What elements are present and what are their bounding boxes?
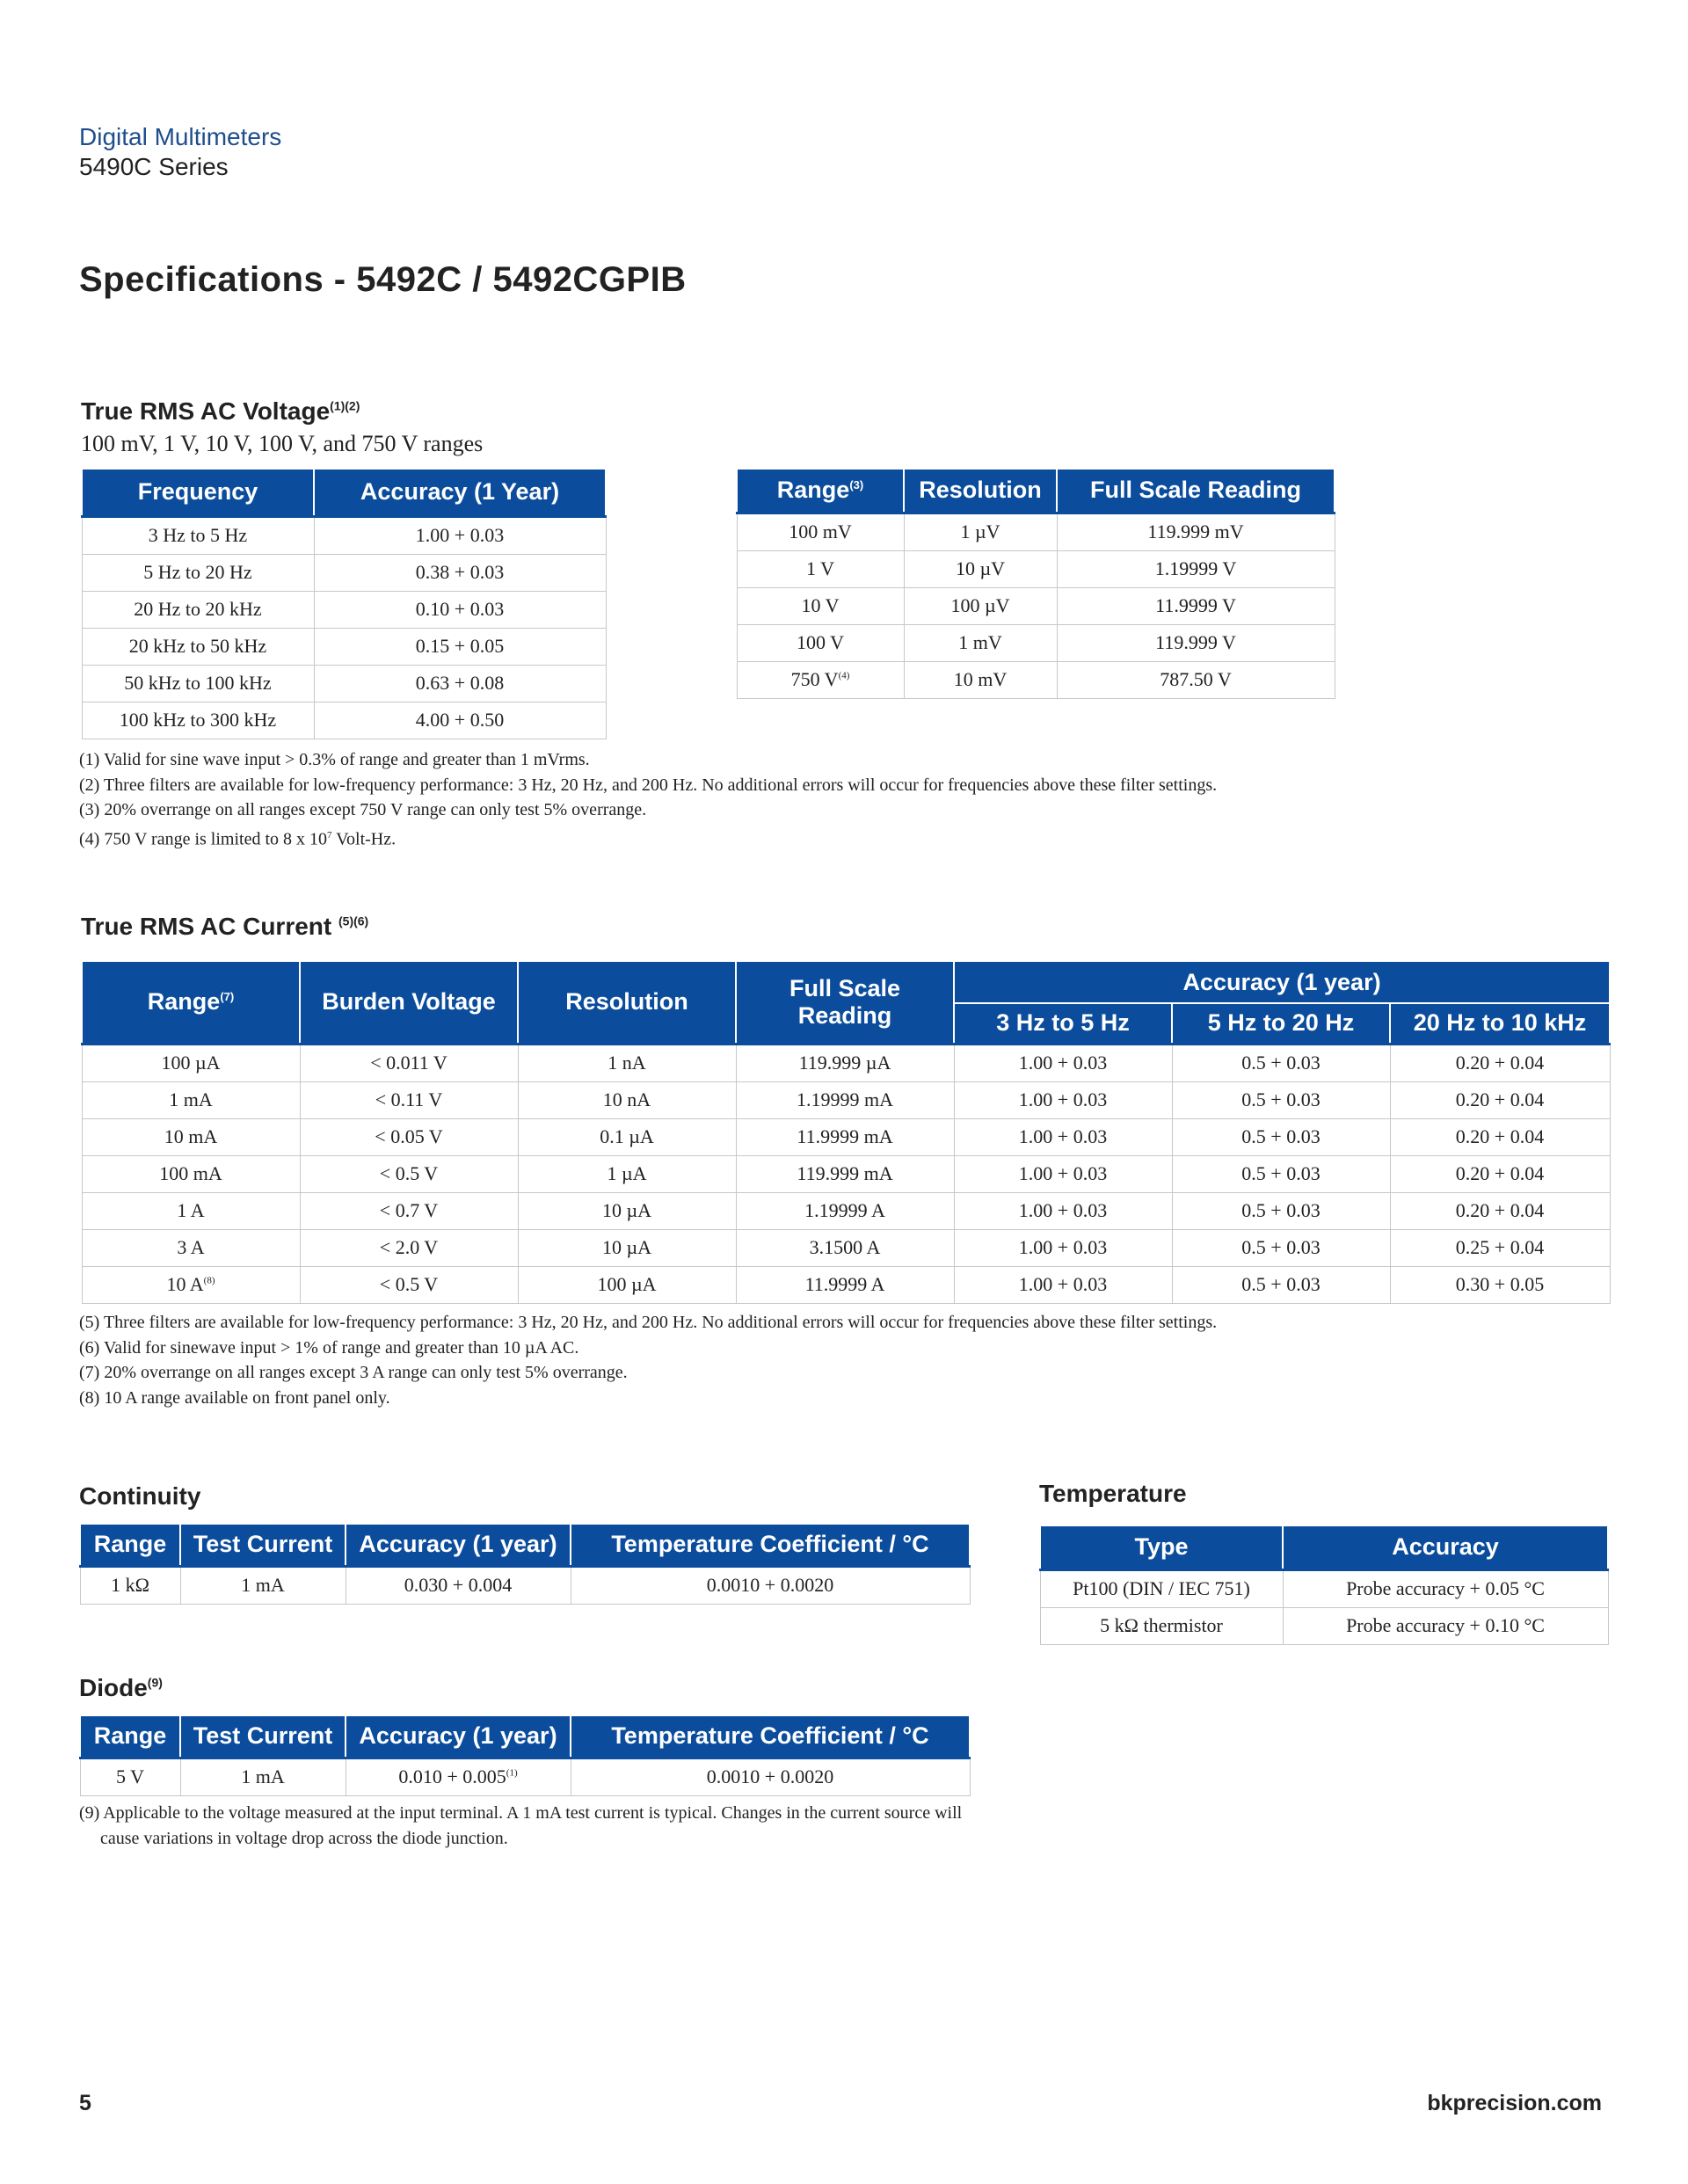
table-cell: 0.20 + 0.04 bbox=[1390, 1081, 1610, 1118]
table-row bbox=[82, 554, 606, 591]
freq-col-header: Frequency bbox=[82, 469, 314, 516]
table-row bbox=[737, 587, 1335, 624]
range-col-header: Range$^{(7)}$ bbox=[82, 961, 300, 1044]
table-row bbox=[82, 1192, 1610, 1229]
table-row bbox=[737, 550, 1335, 587]
table-cell: 0.5 + 0.03 bbox=[1172, 1118, 1390, 1155]
table-cell: 1 µA bbox=[518, 1155, 736, 1192]
table-cell: 1 mA bbox=[82, 1081, 300, 1118]
table-cell: < 0.011 V bbox=[300, 1044, 518, 1081]
table-cell: 11.9999 V bbox=[1057, 587, 1335, 624]
table-cell: 0.30 + 0.05 bbox=[1390, 1266, 1610, 1303]
table-row bbox=[82, 516, 606, 554]
table-cell: 1 mA bbox=[180, 1758, 346, 1795]
table-cell: 100 µA bbox=[518, 1266, 736, 1303]
table-cell: 100 V bbox=[737, 624, 904, 661]
table-cell: 1.00 + 0.03 bbox=[954, 1118, 1172, 1155]
table-cell: 787.50 V bbox=[1057, 661, 1335, 698]
accuracy-col-header: Accuracy (1 year) bbox=[346, 1524, 571, 1566]
table-cell: 1.00 + 0.03 bbox=[954, 1044, 1172, 1081]
document-model-label: 5490C Series bbox=[79, 153, 229, 180]
continuity-title: Continuity bbox=[79, 1482, 201, 1510]
table-cell: 10 mA bbox=[82, 1118, 300, 1155]
table-cell: 0.20 + 0.04 bbox=[1390, 1044, 1610, 1081]
accuracy-col-header: Accuracy bbox=[1283, 1525, 1608, 1569]
accuracy-group-header: Accuracy (1 year) bbox=[954, 961, 1610, 1003]
table-cell: 100 µV bbox=[904, 587, 1057, 624]
ac-voltage-subtitle: 100 mV, 1 V, 10 V, 100 V, and 750 V ranges bbox=[81, 431, 484, 456]
table-cell: 1.00 + 0.03 bbox=[954, 1081, 1172, 1118]
table-cell: 3.1500 A bbox=[736, 1229, 954, 1266]
temperature-table bbox=[1039, 1525, 1609, 1645]
table-cell: 1 µV bbox=[904, 513, 1057, 550]
table-cell: < 0.5 V bbox=[300, 1266, 518, 1303]
table-cell: 1.00 + 0.03 bbox=[314, 516, 606, 554]
ac-current-notes bbox=[79, 1310, 1217, 1410]
table-cell: 0.25 + 0.04 bbox=[1390, 1229, 1610, 1266]
table-cell: 119.999 mA bbox=[736, 1155, 954, 1192]
footnote: (1) Valid for sine wave input > 0.3% of range and greater than 1 mVrms. bbox=[79, 750, 590, 769]
ac-voltage-range-table bbox=[736, 468, 1335, 699]
table-cell: 0.0010 + 0.0020 bbox=[571, 1566, 970, 1604]
table-cell: < 0.5 V bbox=[300, 1155, 518, 1192]
temperature-title: Temperature bbox=[1039, 1480, 1187, 1507]
ac-current-table bbox=[81, 960, 1611, 1304]
continuity-table bbox=[79, 1523, 971, 1605]
table-row bbox=[737, 624, 1335, 661]
table-cell: 1.19999 A bbox=[736, 1192, 954, 1229]
table-row bbox=[737, 513, 1335, 550]
table-cell: 1 mV bbox=[904, 624, 1057, 661]
test-current-col-header: Test Current bbox=[180, 1715, 346, 1758]
table-cell: 100 mV bbox=[737, 513, 904, 550]
table-cell: $0.010 + 0.005^{(1)}$ bbox=[346, 1758, 571, 1795]
footnote: (6) Valid for sinewave input > 1% of range and greater than 10 µA AC. bbox=[79, 1337, 579, 1358]
table-row bbox=[82, 1044, 1610, 1081]
table-row bbox=[82, 628, 606, 665]
table-row bbox=[1040, 1569, 1608, 1607]
resolution-col-header: Resolution bbox=[904, 469, 1057, 513]
footnote: cause variations in voltage drop across the diode junction. bbox=[100, 1828, 508, 1848]
table-cell: 0.20 + 0.04 bbox=[1390, 1155, 1610, 1192]
range-col-header: Range bbox=[80, 1715, 180, 1758]
page-number: 5 bbox=[79, 2091, 91, 2115]
table-row bbox=[82, 702, 606, 739]
table-cell: 0.5 + 0.03 bbox=[1172, 1192, 1390, 1229]
table-cell: 0.030 + 0.004 bbox=[346, 1566, 571, 1604]
tempco-col-header: Temperature Coefficient / °C bbox=[571, 1715, 970, 1758]
footnote: (3) 20% overrange on all ranges except 750 V range can only test 5% overrange. bbox=[79, 800, 647, 819]
table-cell: 20 kHz to 50 kHz bbox=[82, 628, 314, 665]
diode-table bbox=[79, 1714, 971, 1796]
table-cell: 100 mA bbox=[82, 1155, 300, 1192]
band-col-header: 5 Hz to 20 Hz bbox=[1172, 1003, 1390, 1044]
accuracy-col-header: Accuracy (1 Year) bbox=[314, 469, 606, 516]
table-cell: 10 nA bbox=[518, 1081, 736, 1118]
test-current-col-header: Test Current bbox=[180, 1524, 346, 1566]
table-cell: 1.00 + 0.03 bbox=[954, 1155, 1172, 1192]
table-cell: Probe accuracy + 0.10 °C bbox=[1283, 1607, 1608, 1644]
table-cell: 1 nA bbox=[518, 1044, 736, 1081]
table-cell: 1 kΩ bbox=[80, 1566, 180, 1604]
table-row bbox=[82, 591, 606, 628]
table-cell: 119.999 µA bbox=[736, 1044, 954, 1081]
footnote: (5) Three filters are available for low-frequency performance: 3 Hz, 20 Hz, and 200 Hz. No additional errors will occur for frequencies above these filter settings. bbox=[79, 1313, 1218, 1332]
table-row bbox=[1040, 1607, 1608, 1644]
table-row bbox=[82, 1229, 1610, 1266]
table-cell: 0.5 + 0.03 bbox=[1172, 1155, 1390, 1192]
table-cell: 1.00 + 0.03 bbox=[954, 1266, 1172, 1303]
ac-voltage-notes bbox=[79, 747, 1217, 852]
table-cell: 1 mA bbox=[180, 1566, 346, 1604]
footnote: (8) 10 A range available on front panel only. bbox=[79, 1387, 390, 1408]
website-url: bkprecision.com bbox=[1427, 2091, 1602, 2115]
table-cell: 0.5 + 0.03 bbox=[1172, 1266, 1390, 1303]
footnote: (7) 20% overrange on all ranges except 3 A range can only test 5% overrange. bbox=[79, 1363, 628, 1382]
table-cell: 1.00 + 0.03 bbox=[954, 1229, 1172, 1266]
table-cell: 10 V bbox=[737, 587, 904, 624]
table-cell: 5 Hz to 20 Hz bbox=[82, 554, 314, 591]
table-cell: 0.20 + 0.04 bbox=[1390, 1118, 1610, 1155]
table-cell: 750 $V^{(4)}$ bbox=[737, 661, 904, 698]
table-cell: 5 kΩ thermistor bbox=[1040, 1607, 1283, 1644]
table-cell: 3 A bbox=[82, 1229, 300, 1266]
table-cell: 100 kHz to 300 kHz bbox=[82, 702, 314, 739]
table-cell: 11.9999 A bbox=[736, 1266, 954, 1303]
table-cell: 0.5 + 0.03 bbox=[1172, 1229, 1390, 1266]
table-row bbox=[737, 661, 1335, 698]
ac-voltage-title: True RMS AC Voltage$^{(1)(2)}$ bbox=[81, 397, 360, 425]
ac-current-title: True RMS AC Current $^{(5)(6)}$ bbox=[81, 913, 369, 940]
band-col-header: 20 Hz to 10 kHz bbox=[1390, 1003, 1610, 1044]
table-row bbox=[82, 1081, 1610, 1118]
page-title: Specifications - 5492C / 5492CGPIB bbox=[79, 260, 687, 299]
table-cell: 0.38 + 0.03 bbox=[314, 554, 606, 591]
table-cell: 0.10 + 0.03 bbox=[314, 591, 606, 628]
table-cell: 20 Hz to 20 kHz bbox=[82, 591, 314, 628]
table-cell: 0.1 µA bbox=[518, 1118, 736, 1155]
table-row bbox=[82, 665, 606, 702]
table-cell: 0.0010 + 0.0020 bbox=[571, 1758, 970, 1795]
accuracy-col-header: Accuracy (1 year) bbox=[346, 1715, 571, 1758]
table-cell: 100 µA bbox=[82, 1044, 300, 1081]
table-cell: 4.00 + 0.50 bbox=[314, 702, 606, 739]
table-cell: 10 mV bbox=[904, 661, 1057, 698]
table-cell: 10 µA bbox=[518, 1229, 736, 1266]
table-cell: 0.15 + 0.05 bbox=[314, 628, 606, 665]
table-cell: < 2.0 V bbox=[300, 1229, 518, 1266]
document-series-label: Digital Multimeters bbox=[79, 123, 282, 150]
diode-notes bbox=[79, 1801, 962, 1851]
table-cell: 11.9999 mA bbox=[736, 1118, 954, 1155]
full-scale-col-header: Full Scale Reading bbox=[1057, 469, 1335, 513]
table-cell: 3 Hz to 5 Hz bbox=[82, 516, 314, 554]
table-cell: Pt100 (DIN / IEC 751) bbox=[1040, 1569, 1283, 1607]
range-col-header: Range$^{(3)}$ bbox=[737, 469, 904, 513]
ac-voltage-frequency-table bbox=[81, 468, 607, 739]
table-cell: 0.5 + 0.03 bbox=[1172, 1081, 1390, 1118]
tempco-col-header: Temperature Coefficient / °C bbox=[571, 1524, 970, 1566]
table-cell: 0.20 + 0.04 bbox=[1390, 1192, 1610, 1229]
table-cell: 1 A bbox=[82, 1192, 300, 1229]
table-cell: < 0.7 V bbox=[300, 1192, 518, 1229]
full-scale-col-header: Full Scale Reading bbox=[736, 961, 954, 1044]
type-col-header: Type bbox=[1040, 1525, 1283, 1569]
table-row bbox=[82, 1118, 1610, 1155]
table-cell: < 0.11 V bbox=[300, 1081, 518, 1118]
footnote: (2) Three filters are available for low-frequency performance: 3 Hz, 20 Hz, and 200 Hz. No additional errors will occur for frequencies above these filter settings. bbox=[79, 775, 1218, 795]
table-cell: 1 V bbox=[737, 550, 904, 587]
table-cell: < 0.05 V bbox=[300, 1118, 518, 1155]
table-cell: 0.5 + 0.03 bbox=[1172, 1044, 1390, 1081]
table-cell: 0.63 + 0.08 bbox=[314, 665, 606, 702]
table-cell: 1.19999 mA bbox=[736, 1081, 954, 1118]
band-col-header: 3 Hz to 5 Hz bbox=[954, 1003, 1172, 1044]
table-row bbox=[82, 1266, 1610, 1303]
table-cell: Probe accuracy + 0.05 °C bbox=[1283, 1569, 1608, 1607]
table-row bbox=[82, 1155, 1610, 1192]
table-cell: 10 µV bbox=[904, 550, 1057, 587]
table-cell: 1.00 + 0.03 bbox=[954, 1192, 1172, 1229]
table-cell: 119.999 mV bbox=[1057, 513, 1335, 550]
diode-title: Diode$^{(9)}$ bbox=[79, 1674, 163, 1701]
table-cell: 10 µA bbox=[518, 1192, 736, 1229]
table-cell: 1.19999 V bbox=[1057, 550, 1335, 587]
resolution-col-header: Resolution bbox=[518, 961, 736, 1044]
footnote: (4) 750 V range is limited to 8 x $10^7$ Volt-Hz. bbox=[79, 829, 397, 849]
table-cell: 5 V bbox=[80, 1758, 180, 1795]
table-cell: 50 kHz to 100 kHz bbox=[82, 665, 314, 702]
table-cell: 119.999 V bbox=[1057, 624, 1335, 661]
table-cell: 10 $A^{(8)}$ bbox=[82, 1266, 300, 1303]
burden-voltage-col-header: Burden Voltage bbox=[300, 961, 518, 1044]
footnote: (9) Applicable to the voltage measured at the input terminal. A 1 mA test current is typical. Changes in the current source will bbox=[79, 1803, 963, 1823]
range-col-header: Range bbox=[80, 1524, 180, 1566]
